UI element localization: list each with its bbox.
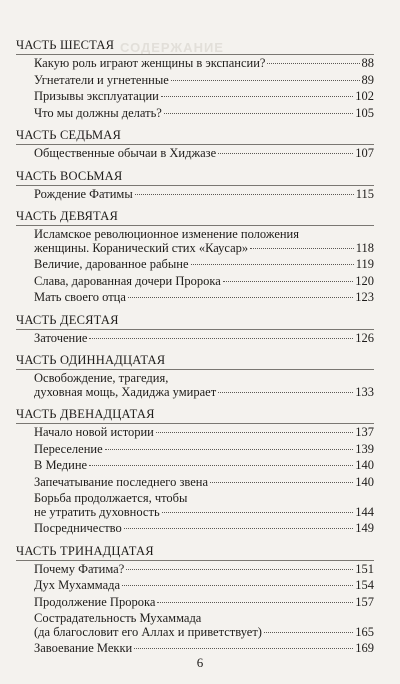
toc-entry-page: 105: [355, 105, 374, 120]
toc-entry: [34, 476, 374, 492]
toc-entry-page: 123: [355, 290, 374, 304]
toc-entry-page: 120: [355, 273, 374, 288]
toc-entry: [34, 275, 374, 291]
toc-entry: [34, 291, 374, 307]
toc-entry-page: 88: [361, 56, 374, 70]
dot-leader: [218, 392, 353, 393]
part-heading: ЧАСТЬ СЕДЬМАЯ: [16, 128, 374, 145]
dot-leader: [126, 569, 353, 570]
toc-entry: [34, 228, 374, 257]
toc-entry: [34, 596, 374, 612]
dot-leader: [250, 248, 354, 249]
toc-entry-page: 151: [355, 561, 374, 576]
dot-leader: [191, 264, 354, 265]
part-heading: ЧАСТЬ ТРИНАДЦАТАЯ: [16, 544, 374, 561]
toc-entry-page: 89: [361, 72, 374, 87]
part-heading: ЧАСТЬ ДЕВЯТАЯ: [16, 209, 374, 226]
toc-entry: [34, 57, 374, 73]
toc-entry-page: 102: [355, 89, 374, 103]
toc-entry: [34, 459, 374, 475]
dot-leader: [161, 96, 353, 97]
toc-entry-title: Дух Мухаммада: [34, 578, 121, 592]
part-heading: ЧАСТЬ ОДИННАДЦАТАЯ: [16, 353, 374, 370]
dot-leader: [223, 281, 353, 282]
toc-entry: [34, 426, 374, 442]
toc-entry-page: 154: [355, 578, 374, 592]
toc-entry-title-first-line: Исламское революционное изменение положения: [34, 227, 299, 241]
toc-entry-title: В Медине: [34, 458, 88, 472]
dot-leader: [264, 632, 353, 633]
dot-leader: [164, 113, 353, 114]
toc-entry-page: 118: [355, 240, 374, 255]
toc-entry-title: Запечатывание последнего звена: [34, 474, 209, 489]
dot-leader: [128, 297, 353, 298]
toc-entry: [34, 443, 374, 459]
part-heading: ЧАСТЬ ВОСЬМАЯ: [16, 169, 374, 186]
toc-entry-page: 144: [355, 504, 374, 519]
dot-leader: [157, 602, 353, 603]
dot-leader: [218, 153, 353, 154]
toc-entry-title: Величие, дарованное рабыне: [34, 257, 189, 271]
dot-leader: [89, 338, 353, 339]
toc-entry-title-first-line: Освобождение, трагедия,: [34, 371, 169, 385]
part-heading: ЧАСТЬ ШЕСТАЯ: [16, 38, 374, 55]
dot-leader: [135, 194, 354, 195]
toc-entry: [34, 74, 374, 90]
toc-entry: [34, 372, 374, 401]
table-of-contents: [16, 38, 374, 659]
toc-entry: [34, 522, 374, 538]
toc-entry: [34, 107, 374, 123]
toc-entry-title: Переселение: [34, 441, 103, 456]
toc-entry-title: Какую роль играют женщины в экспансии?: [34, 56, 266, 70]
toc-entry-title-first-line: Борьба продолжается, чтобы: [34, 491, 188, 505]
toc-entry: [34, 188, 374, 204]
toc-entry: [34, 579, 374, 595]
toc-entry-title: Начало новой истории: [34, 425, 154, 439]
toc-entry-title-first-line: Сострадательность Мухаммада: [34, 611, 202, 625]
toc-entry-page: 115: [355, 186, 374, 201]
toc-entry-page: 169: [355, 641, 374, 655]
bleed-through-heading: СОДЕРЖАНИЕ: [120, 40, 224, 55]
toc-entry: [34, 90, 374, 106]
toc-entry: [34, 332, 374, 348]
dot-leader: [124, 528, 354, 529]
toc-entry-title: Призывы эксплуатации: [34, 89, 159, 103]
dot-leader: [89, 465, 353, 466]
toc-entry-title: Завоевание Мекки: [34, 641, 133, 655]
toc-entry-page: 107: [355, 146, 374, 160]
toc-entry: [34, 258, 374, 274]
part-heading: ЧАСТЬ ДЕСЯТАЯ: [16, 313, 374, 330]
toc-entry-page: 140: [355, 458, 374, 472]
dot-leader: [171, 80, 360, 81]
page-number: 6: [196, 655, 204, 670]
toc-entry-title: Угнетатели и угнетенные: [34, 72, 169, 87]
toc-entry-title: не утратить духовность: [34, 504, 160, 519]
toc-entry-title: Слава, дарованная дочери Пророка: [34, 273, 221, 288]
dot-leader: [122, 585, 353, 586]
toc-entry-page: 137: [355, 425, 374, 439]
toc-entry-title: (да благословит его Аллах и приветствует): [34, 624, 262, 639]
dot-leader: [210, 482, 353, 483]
toc-entry-page: 119: [355, 257, 374, 271]
toc-entry-title: Почему Фатима?: [34, 561, 125, 576]
toc-entry-title: Продолжение Пророка: [34, 594, 156, 609]
toc-entry: [34, 492, 374, 521]
part-heading: ЧАСТЬ ДВЕНАДЦАТАЯ: [16, 407, 374, 424]
toc-entry-title: Общественные обычаи в Хиджазе: [34, 146, 217, 160]
toc-entry-title: духовная мощь, Хадиджа умирает: [34, 384, 217, 399]
dot-leader: [162, 512, 354, 513]
toc-entry-page: 157: [355, 594, 374, 609]
toc-entry-title: женщины. Коранический стих «Каусар»: [34, 240, 249, 255]
toc-entry-page: 165: [355, 624, 374, 639]
toc-entry-page: 126: [355, 330, 374, 345]
toc-entry-title: Рождение Фатимы: [34, 186, 133, 201]
toc-entry-title: Мать своего отца: [34, 290, 126, 304]
dot-leader: [267, 63, 359, 64]
toc-entry-page: 149: [355, 521, 374, 535]
toc-entry-page: 139: [355, 441, 374, 456]
toc-entry-title: Что мы должны делать?: [34, 105, 162, 120]
dot-leader: [105, 449, 354, 450]
dot-leader: [156, 432, 353, 433]
toc-entry-title: Заточение: [34, 330, 88, 345]
toc-entry: [34, 563, 374, 579]
dot-leader: [134, 648, 353, 649]
toc-entry: [34, 147, 374, 163]
toc-entry: [34, 612, 374, 641]
toc-entry-title: Посредничество: [34, 521, 122, 535]
toc-entry-page: 140: [355, 474, 374, 489]
toc-entry-page: 133: [355, 384, 374, 399]
